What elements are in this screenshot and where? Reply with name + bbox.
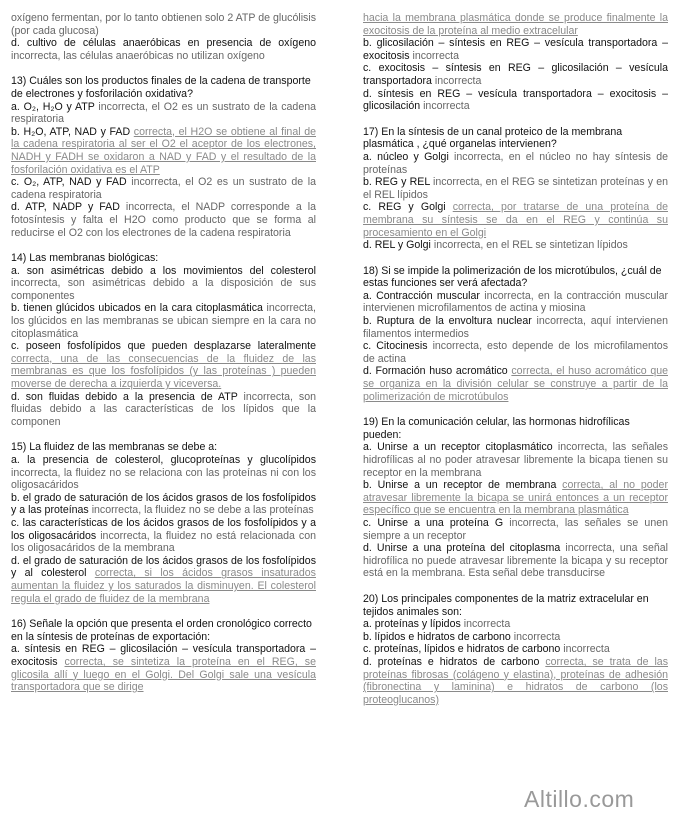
option-text: d. son fluidas debido a la presencia de ATP (11, 390, 238, 403)
option-text: d. ATP, NADP y FAD (11, 201, 120, 214)
answer-option (11, 37, 316, 62)
answer-option (363, 239, 668, 252)
question-block (11, 441, 316, 605)
option-text: b. el grado de saturación de los ácidos grasos de los fosfolípidos y a las proteínas (11, 491, 316, 517)
option-note: incorrecta (513, 630, 561, 643)
option-note: incorrecta (563, 643, 610, 656)
answer-option (363, 517, 668, 542)
option-note: incorrecta, en el núcleo no hay síntesis de proteínas (363, 150, 668, 176)
option-note: incorrecta, el NADP corresponde a la fotosíntesis y falta el H2O como producto que se forma al reducirse el O2 con los electrones de la cadena respiratoria (11, 201, 316, 239)
correct-explanation: correcta, si los ácidos grasos insaturados aumentan la fluidez y los saturados la disminuyen. El colesterol regula el grado de fluidez de la membrana (11, 567, 316, 605)
option-note: incorrecta, las células anaeróbicas no utilizan oxígeno (11, 49, 265, 62)
right-questions (363, 126, 668, 707)
question-block (363, 265, 668, 404)
option-text: b. Ruptura de la envoltura nuclear (363, 315, 532, 328)
option-text: d. proteínas e hidratos de carbono (363, 655, 540, 668)
answer-option (363, 365, 668, 403)
option-note: incorrecta, aquí intervienen filamentos intermedios (363, 315, 668, 340)
left-intro (11, 12, 316, 62)
question-block (363, 593, 668, 706)
answer-option (363, 441, 668, 479)
option-note: incorrecta, la fluidez no se debe a las proteínas (91, 504, 314, 517)
answer-option (11, 643, 316, 693)
option-note: incorrecta, son asimétricas debido a la disposición de sus componentes (11, 277, 316, 302)
answer-option (363, 201, 668, 239)
answer-option (11, 101, 316, 126)
correct-explanation: correcta, por tratarse de una proteína de membrana su síntesis se da en el REG y continúa su procesamiento en el Golgi (363, 201, 668, 239)
answer-option (363, 62, 668, 87)
correct-explanation: hacia la membrana plasmática donde se produce finalmente la exocitosis de la proteína al medio extracelular (363, 12, 668, 37)
option-note: incorrecta (423, 100, 470, 113)
option-text: c. exocitosis – síntesis en REG – glicosilación – vesícula transportadora (363, 62, 668, 87)
option-text: a. Contracción muscular (363, 289, 480, 302)
option-note: incorrecta, en el REG se sintetizan proteínas y en el REL lípidos (363, 176, 668, 201)
answer-option (363, 618, 668, 631)
question-title: 19) En la comunicación celular, las hormonas hidrofílicas pueden: (363, 416, 630, 441)
option-text: c. REG y Golgi (363, 201, 446, 214)
answer-option (363, 151, 668, 176)
left-column (11, 12, 316, 707)
option-text: d. Formación huso acromático (363, 365, 508, 378)
option-text: a. son asimétricas debido a los movimientos del colesterol (11, 264, 316, 277)
answer-option (11, 517, 316, 555)
option-note: incorrecta, en el REL se sintetizan lípidos (433, 239, 628, 252)
correct-explanation: correcta, al no poder atravesar libremente la bicapa se unirá entonces a un receptor específico que se encuentra en la membrana plasmática (363, 479, 668, 517)
answer-option (11, 12, 316, 37)
option-note: incorrecta, los glúcidos en las membranas se ubican siempre en la cara no citoplasmática (11, 302, 316, 340)
question-block (11, 75, 316, 239)
answer-option (11, 454, 316, 492)
answer-option (11, 176, 316, 201)
option-text: c. Citocinesis (363, 340, 428, 353)
option-note: incorrecta, son fluidas debido a las características de los lípidos que la componen (11, 390, 316, 428)
question-title: 13) Cuáles son los productos finales de la cadena de transporte de electrones y fosforilación oxidativa? (11, 75, 311, 100)
answer-option (363, 340, 668, 365)
correct-explanation: correcta, se sintetiza la proteína en el REG, se glicosila allí y luego en el Golgi. Del Golgi sale una vesícula transportadora que se dirige (11, 655, 316, 694)
answer-option (363, 542, 668, 580)
answer-option (363, 643, 668, 656)
option-text: d. cultivo de células anaeróbicas en presencia de oxígeno (11, 37, 316, 50)
right-column (363, 12, 668, 719)
answer-option (11, 201, 316, 239)
option-text: b. tienen glúcidos ubicados en la cara citoplasmática (11, 302, 263, 315)
right-intro (363, 12, 668, 113)
option-note: incorrecta, el O2 es un sustrato de la cadena respiratoria (11, 100, 316, 126)
option-note: incorrecta (463, 618, 511, 631)
option-text: a. síntesis en REG – glicosilación – vesícula transportadora – exocitosis (11, 643, 316, 668)
option-text: c. las características de los ácidos grasos de los fosfolípidos y a los oligosacáridos (11, 516, 316, 542)
option-text: c. poseen fosfolípidos que pueden desplazarse lateralmente (11, 340, 316, 353)
option-note: incorrecta, en la contracción muscular intervienen microfilamentos de actina y miosina (363, 289, 668, 315)
watermark-logo: Altillo.com (524, 786, 635, 812)
answer-option (11, 492, 316, 517)
option-text: a. núcleo y Golgi (363, 150, 449, 163)
option-text: a. Unirse a un receptor citoplasmático (363, 441, 553, 454)
option-note: incorrecta (434, 74, 482, 87)
question-block (11, 618, 316, 694)
correct-explanation: correcta, se trata de las proteínas fibrosas (colágeno y elastina), proteínas de adhesión (fibronectina y laminina) e hidratos de carbono (los proteoglucanos) (363, 655, 668, 706)
answer-option (363, 631, 668, 644)
option-text: d. REL y Golgi (363, 239, 431, 252)
question-title: 18) Si se impide la polimerización de los microtúbulos, ¿cuál de estas funciones ser verá afectada? (363, 264, 662, 290)
option-note: incorrecta, el O2 es un sustrato de la cadena respiratoria (11, 176, 316, 201)
question-title: 20) Los principales componentes de la matriz extracelular en tejidos animales son: (363, 592, 649, 618)
option-note: incorrecta, una señal hidrofílica no puede atravesar libremente la bicapa y su receptor está en la membrana. Esta señal debe transducirse (363, 542, 668, 580)
option-text: b. H₂O, ATP, NAD y FAD (11, 125, 131, 138)
question-block (363, 416, 668, 580)
option-text: a. proteínas y lípidos (363, 618, 461, 631)
option-text: c. Unirse a una proteína G (363, 516, 504, 529)
correct-explanation: correcta, una de las consecuencias de la fluidez de las membranas es que los fosfolípidos (y las proteínas ) pueden moverse de derecha a izquierda y viceversa. (11, 352, 316, 391)
correct-explanation: correcta, el huso acromático que se organiza en la división celular se construye a partir de la polimerización de microtúbulos (363, 365, 668, 403)
option-text: b. lípidos e hidratos de carbono (363, 630, 511, 643)
answer-option (363, 479, 668, 517)
answer-option (363, 176, 668, 201)
option-text: b. glicosilación – síntesis en REG – vesícula transportadora – exocitosis (363, 37, 668, 62)
answer-option (11, 340, 316, 390)
option-note: incorrecta, la fluidez no se relaciona con las proteínas ni con los oligosacáridos (11, 466, 316, 492)
option-text: a. la presencia de colesterol, glucoproteínas y glucolípidos (11, 454, 316, 466)
question-title: 15) La fluidez de las membranas se debe a: (11, 441, 218, 454)
option-text: c. proteínas, lípidos e hidratos de carbono (363, 643, 561, 656)
option-note: incorrecta, la fluidez no está relacionada con los oligosacáridos de la membrana (11, 529, 316, 555)
answer-option (363, 88, 668, 113)
option-text: d. el grado de saturación de los ácidos grasos de los fosfolípidos y al colesterol (11, 554, 316, 580)
question-block (11, 252, 316, 428)
answer-option (11, 391, 316, 429)
left-questions (11, 75, 316, 693)
answer-option (11, 302, 316, 340)
option-note: incorrecta, las señales se unen siempre a un receptor (363, 516, 668, 542)
answer-option (363, 315, 668, 340)
answer-option (363, 290, 668, 315)
option-note: incorrecta, las señales hidrofílicas al no poder atravesar libremente la bicapa tienen su receptor en la membrana (363, 441, 668, 479)
option-text: c. O₂, ATP, NAD y FAD (11, 176, 127, 189)
answer-option (11, 126, 316, 176)
option-note: incorrecta (412, 49, 459, 62)
answer-option (363, 656, 668, 706)
question-block (363, 126, 668, 252)
option-text: a. O₂, H₂O y ATP (11, 100, 95, 113)
option-text: b. REG y REL (363, 176, 430, 189)
question-title: 16) Señale la opción que presenta el orden cronológico correcto en la síntesis de proteínas de exportación: (11, 618, 312, 643)
answer-option (363, 12, 668, 37)
question-title: 14) Las membranas biológicas: (11, 252, 159, 265)
option-text: b. Unirse a un receptor de membrana (363, 479, 557, 492)
answer-option (11, 265, 316, 303)
answer-option (11, 555, 316, 605)
option-note: incorrecta, esto depende de los microfilamentos de actina (363, 340, 668, 365)
option-text: d. síntesis en REG – vesícula transportadora – exocitosis – glicosilación (363, 87, 668, 113)
correct-explanation: correcta, el H2O se obtiene al final de la cadena respiratoria al ser el O2 el aceptor de los electrones, NADH y FADH se oxidaron a NAD y FAD y el resultado de la fosforilación oxidativa es el ATP (11, 125, 316, 176)
option-note: oxígeno fermentan, por lo tanto obtienen solo 2 ATP de glucólisis (por cada glucosa) (11, 12, 316, 37)
answer-option (363, 37, 668, 62)
option-text: d. Unirse a una proteína del citoplasma (363, 542, 561, 555)
question-title: 17) En la síntesis de un canal proteico de la membrana plasmática , ¿qué organelas intervienen? (363, 125, 623, 151)
